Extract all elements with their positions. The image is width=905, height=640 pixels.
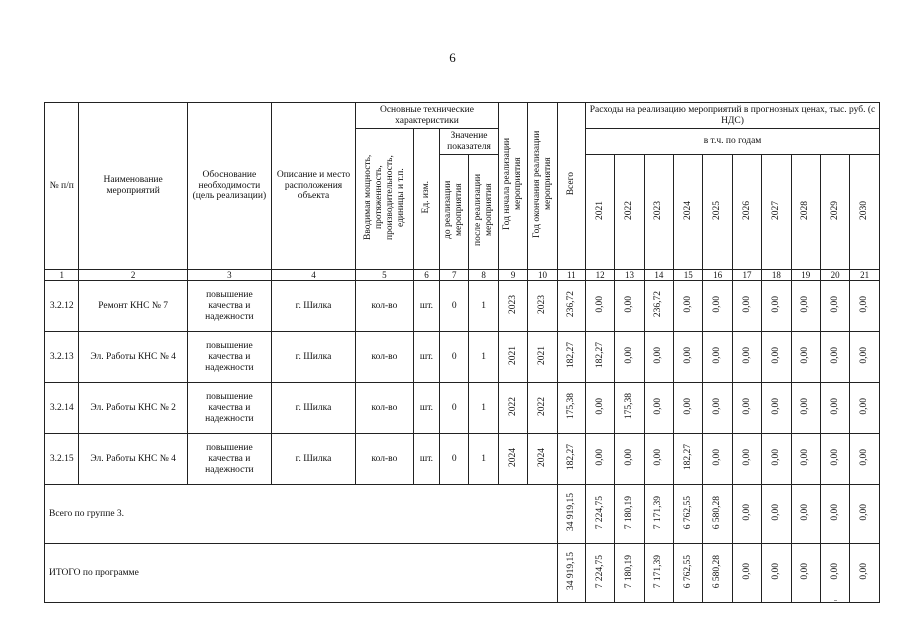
row-start-year: 2022 xyxy=(498,383,527,434)
header-expense-group: Расходы на реализацию мероприятий в прогнозных ценах, тыс. руб. (с НДС) xyxy=(585,103,879,129)
column-number: 9 xyxy=(498,269,527,280)
row-year-value: 0,00 xyxy=(585,383,614,434)
row-number: 3.2.14 xyxy=(45,383,79,434)
column-number: 4 xyxy=(271,269,355,280)
row-after: 1 xyxy=(469,281,498,332)
row-year-value: 0,00 xyxy=(820,281,849,332)
column-number: 21 xyxy=(850,269,880,280)
table-row xyxy=(45,383,880,434)
column-number: 11 xyxy=(557,269,585,280)
row-year-value: 0,00 xyxy=(674,383,703,434)
total-year-value: 0,00 xyxy=(762,544,791,603)
column-number: 16 xyxy=(703,269,732,280)
column-number: 1 xyxy=(45,269,79,280)
row-year-value: 0,00 xyxy=(674,281,703,332)
row-year-value: 236,72 xyxy=(644,281,673,332)
row-year-value: 0,00 xyxy=(615,281,644,332)
row-year-value: 0,00 xyxy=(644,332,673,383)
row-after: 1 xyxy=(469,383,498,434)
total-year-value: 6 580,28 xyxy=(703,544,732,603)
column-number: 18 xyxy=(762,269,791,280)
row-number: 3.2.13 xyxy=(45,332,79,383)
column-number: 14 xyxy=(644,269,673,280)
row-year-value: 0,00 xyxy=(703,383,732,434)
row-year-value: 0,00 xyxy=(762,434,791,485)
row-year-value: 0,00 xyxy=(585,434,614,485)
total-year-value: 6 580,28 xyxy=(703,485,732,544)
year-2022: 2022 xyxy=(615,155,644,270)
row-power: кол-во xyxy=(356,332,414,383)
row-name: Эл. Работы КНС № 2 xyxy=(79,383,187,434)
row-name: Эл. Работы КНС № 4 xyxy=(79,434,187,485)
year-2028: 2028 xyxy=(791,155,820,270)
scan-mark xyxy=(834,600,837,601)
total-year-value: 0,00 xyxy=(850,485,880,544)
row-after: 1 xyxy=(469,434,498,485)
total-label: ИТОГО по программе xyxy=(45,544,558,603)
year-2023: 2023 xyxy=(644,155,673,270)
header-num: № п/п xyxy=(45,103,79,270)
row-year-value: 0,00 xyxy=(732,434,761,485)
total-year-value: 7 224,75 xyxy=(585,544,614,603)
column-number: 2 xyxy=(79,269,187,280)
column-number: 10 xyxy=(528,269,557,280)
expenses-table xyxy=(44,102,880,603)
row-year-value: 0,00 xyxy=(820,383,849,434)
year-2026: 2026 xyxy=(732,155,761,270)
row-year-value: 0,00 xyxy=(762,332,791,383)
total-year-value: 0,00 xyxy=(732,485,761,544)
total-label: Всего по группе 3. xyxy=(45,485,558,544)
header-total: Всего xyxy=(557,103,585,270)
row-place: г. Шилка xyxy=(271,332,355,383)
column-number: 5 xyxy=(356,269,414,280)
total-year-value: 0,00 xyxy=(791,544,820,603)
row-year-value: 0,00 xyxy=(791,383,820,434)
header-after: после реализации мероприятия xyxy=(469,155,498,270)
header-start-year: Год начала реализации мероприятия xyxy=(498,103,527,270)
column-number: 6 xyxy=(413,269,439,280)
year-2021: 2021 xyxy=(585,155,614,270)
row-year-value: 182,27 xyxy=(674,434,703,485)
column-number: 12 xyxy=(585,269,614,280)
total-year-value: 0,00 xyxy=(850,544,880,603)
row-total: 236,72 xyxy=(557,281,585,332)
header-unit: Ед. изм. xyxy=(413,129,439,270)
total-year-value: 0,00 xyxy=(820,544,849,603)
column-number: 7 xyxy=(440,269,469,280)
row-name: Ремонт КНС № 7 xyxy=(79,281,187,332)
row-end-year: 2024 xyxy=(528,434,557,485)
row-total: 175,38 xyxy=(557,383,585,434)
row-year-value: 0,00 xyxy=(850,383,880,434)
row-power: кол-во xyxy=(356,383,414,434)
row-year-value: 0,00 xyxy=(732,281,761,332)
total-year-value: 0,00 xyxy=(762,485,791,544)
total-year-value: 7 171,39 xyxy=(644,544,673,603)
row-year-value: 0,00 xyxy=(703,281,732,332)
row-reason: повышение качества и надежности xyxy=(187,281,271,332)
column-number: 17 xyxy=(732,269,761,280)
row-year-value: 0,00 xyxy=(644,383,673,434)
row-year-value: 0,00 xyxy=(850,332,880,383)
total-year-value: 6 762,55 xyxy=(674,544,703,603)
column-number: 3 xyxy=(187,269,271,280)
year-2025: 2025 xyxy=(703,155,732,270)
table-row xyxy=(45,332,880,383)
row-start-year: 2024 xyxy=(498,434,527,485)
row-unit: шт. xyxy=(413,383,439,434)
row-year-value: 182,27 xyxy=(585,332,614,383)
row-year-value: 0,00 xyxy=(585,281,614,332)
row-power: кол-во xyxy=(356,281,414,332)
year-2030: 2030 xyxy=(850,155,880,270)
row-year-value: 0,00 xyxy=(791,281,820,332)
column-number: 20 xyxy=(820,269,849,280)
row-name: Эл. Работы КНС № 4 xyxy=(79,332,187,383)
row-before: 0 xyxy=(440,332,469,383)
row-before: 0 xyxy=(440,434,469,485)
column-number: 8 xyxy=(469,269,498,280)
total-row xyxy=(45,485,880,544)
row-year-value: 0,00 xyxy=(820,434,849,485)
header-end-year: Год окончания реализации мероприятия xyxy=(528,103,557,270)
row-total: 182,27 xyxy=(557,434,585,485)
year-2024: 2024 xyxy=(674,155,703,270)
year-2029: 2029 xyxy=(820,155,849,270)
header-reason: Обоснование необходимости (цель реализации) xyxy=(187,103,271,270)
row-year-value: 0,00 xyxy=(850,281,880,332)
row-year-value: 0,00 xyxy=(732,383,761,434)
header-indicator-group: Значение показателя xyxy=(440,129,499,155)
row-number: 3.2.12 xyxy=(45,281,79,332)
row-before: 0 xyxy=(440,383,469,434)
row-year-value: 0,00 xyxy=(644,434,673,485)
row-before: 0 xyxy=(440,281,469,332)
column-numbers-row xyxy=(45,269,880,280)
row-start-year: 2021 xyxy=(498,332,527,383)
page-number: 6 xyxy=(449,50,456,65)
total-sum: 34 919,15 xyxy=(557,544,585,603)
row-year-value: 0,00 xyxy=(762,281,791,332)
row-unit: шт. xyxy=(413,281,439,332)
row-year-value: 0,00 xyxy=(674,332,703,383)
header-tech-group: Основные технические характеристики xyxy=(356,103,499,129)
row-place: г. Шилка xyxy=(271,434,355,485)
total-year-value: 7 171,39 xyxy=(644,485,673,544)
row-total: 182,27 xyxy=(557,332,585,383)
total-year-value: 0,00 xyxy=(791,485,820,544)
row-reason: повышение качества и надежности xyxy=(187,434,271,485)
row-year-value: 0,00 xyxy=(703,434,732,485)
row-place: г. Шилка xyxy=(271,383,355,434)
column-number: 19 xyxy=(791,269,820,280)
column-number: 15 xyxy=(674,269,703,280)
header-by-years: в т.ч. по годам xyxy=(585,129,879,155)
row-power: кол-во xyxy=(356,434,414,485)
table-row xyxy=(45,281,880,332)
row-year-value: 0,00 xyxy=(850,434,880,485)
total-year-value: 6 762,55 xyxy=(674,485,703,544)
row-unit: шт. xyxy=(413,332,439,383)
table-row xyxy=(45,434,880,485)
row-reason: повышение качества и надежности xyxy=(187,332,271,383)
total-year-value: 7 180,19 xyxy=(615,544,644,603)
row-year-value: 0,00 xyxy=(615,434,644,485)
row-year-value: 0,00 xyxy=(615,332,644,383)
row-year-value: 0,00 xyxy=(791,332,820,383)
row-year-value: 175,38 xyxy=(615,383,644,434)
header-place: Описание и место расположения объекта xyxy=(271,103,355,270)
total-year-value: 0,00 xyxy=(820,485,849,544)
row-year-value: 0,00 xyxy=(732,332,761,383)
total-year-value: 7 180,19 xyxy=(615,485,644,544)
row-number: 3.2.15 xyxy=(45,434,79,485)
column-number: 13 xyxy=(615,269,644,280)
row-year-value: 0,00 xyxy=(703,332,732,383)
row-end-year: 2022 xyxy=(528,383,557,434)
row-year-value: 0,00 xyxy=(820,332,849,383)
header-before: до реализации мероприятия xyxy=(440,155,469,270)
row-after: 1 xyxy=(469,332,498,383)
total-year-value: 0,00 xyxy=(732,544,761,603)
header-power: Вводимая мощность, протяженность, производительность, единицы и т.п. xyxy=(356,129,414,270)
row-year-value: 0,00 xyxy=(791,434,820,485)
row-end-year: 2021 xyxy=(528,332,557,383)
header-name: Наименование мероприятий xyxy=(79,103,187,270)
row-reason: повышение качества и надежности xyxy=(187,383,271,434)
row-unit: шт. xyxy=(413,434,439,485)
row-end-year: 2023 xyxy=(528,281,557,332)
year-2027: 2027 xyxy=(762,155,791,270)
total-row xyxy=(45,544,880,603)
row-place: г. Шилка xyxy=(271,281,355,332)
row-year-value: 0,00 xyxy=(762,383,791,434)
row-start-year: 2023 xyxy=(498,281,527,332)
total-year-value: 7 224,75 xyxy=(585,485,614,544)
total-sum: 34 919,15 xyxy=(557,485,585,544)
